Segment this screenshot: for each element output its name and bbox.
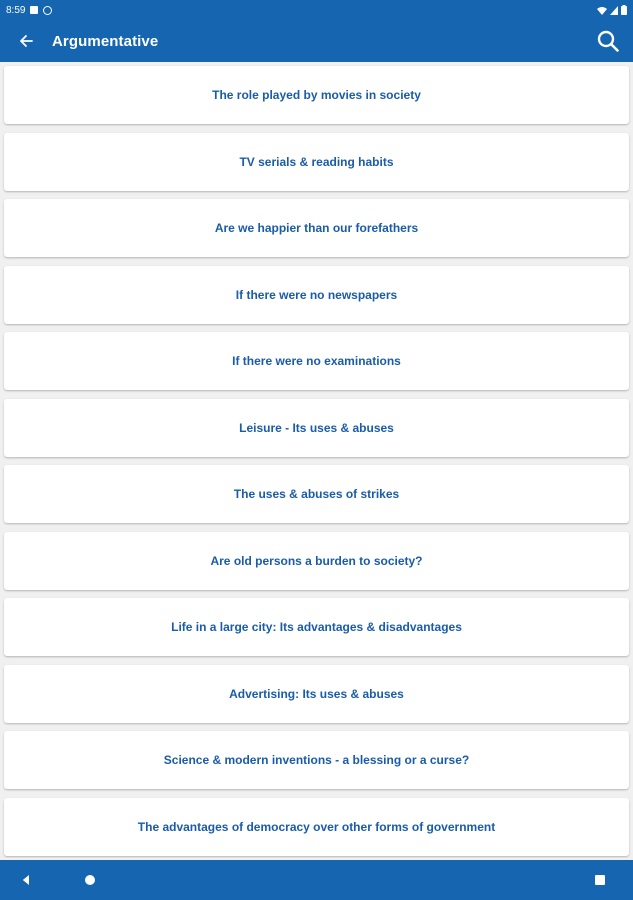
list-item-label: The uses & abuses of strikes xyxy=(233,487,400,501)
list-item-label: If there were no newspapers xyxy=(235,287,398,302)
signal-icon xyxy=(610,6,618,15)
list-item-label: Advertising: Its uses & abuses xyxy=(229,686,404,701)
status-bar xyxy=(0,0,633,20)
list-item[interactable] xyxy=(4,532,629,590)
nav-back-button[interactable] xyxy=(22,872,42,888)
list-item-label: TV serials & reading habits xyxy=(239,154,394,169)
list-item-label: Science & modern inventions - a blessing or a curse? xyxy=(163,753,470,767)
list-item[interactable] xyxy=(4,731,629,789)
navigation-bar xyxy=(0,860,633,900)
search-icon xyxy=(597,30,619,52)
list-item-label: Leisure - Its uses & abuses xyxy=(239,420,394,435)
page-title: Argumentative xyxy=(52,32,159,50)
list-item[interactable] xyxy=(4,332,629,390)
status-time: 8:59 xyxy=(6,4,26,16)
topic-list xyxy=(0,62,633,858)
list-item[interactable] xyxy=(4,133,629,191)
list-item[interactable] xyxy=(4,465,629,523)
list-item-label: If there were no examinations xyxy=(232,354,401,368)
status-right xyxy=(597,5,627,15)
list-item-label: The advantages of democracy over other forms of government xyxy=(137,819,496,834)
list-item[interactable] xyxy=(4,66,629,124)
back-button[interactable] xyxy=(0,20,52,62)
list-item[interactable] xyxy=(4,598,629,656)
nav-back-triangle-icon xyxy=(22,872,42,888)
nav-recents-square-icon xyxy=(590,870,610,890)
list-item-label: The role played by movies in society xyxy=(212,88,421,102)
list-item[interactable] xyxy=(4,199,629,257)
list-item-label: Are we happier than our forefathers xyxy=(214,221,419,235)
nav-recents-button[interactable] xyxy=(590,870,610,890)
battery-icon xyxy=(621,5,627,15)
arrow-left-icon xyxy=(19,34,33,48)
sim-card-icon xyxy=(30,6,38,14)
nav-home-circle-icon xyxy=(80,870,100,890)
list-item[interactable] xyxy=(4,399,629,457)
nav-home-button[interactable] xyxy=(80,870,100,890)
list-item[interactable] xyxy=(4,665,629,723)
status-left xyxy=(6,5,52,16)
at-sign-icon xyxy=(43,6,52,15)
search-button[interactable] xyxy=(583,20,633,62)
list-item[interactable] xyxy=(4,266,629,324)
list-item-label: Are old persons a burden to society? xyxy=(210,553,423,568)
list-item-label: Life in a large city: Its advantages & disadvantages xyxy=(171,620,462,634)
list-item[interactable] xyxy=(4,798,629,856)
app-bar xyxy=(0,20,633,62)
wifi-icon xyxy=(597,6,607,15)
